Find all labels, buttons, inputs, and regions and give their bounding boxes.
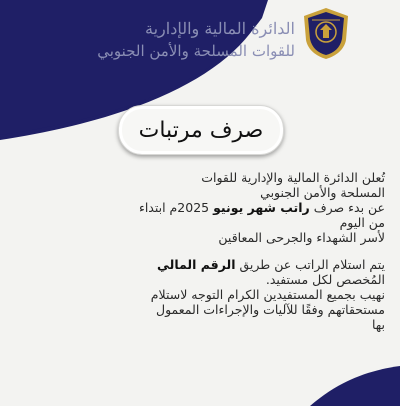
body-text: يتم استلام الراتب عن طريق	[239, 257, 385, 272]
emblem-logo	[300, 6, 352, 60]
body-line: نهيب بجميع المستفيدين الكرام التوجه لاستلام	[150, 287, 385, 302]
body-line	[115, 257, 385, 272]
body-line: بها	[371, 317, 385, 332]
body-line	[115, 200, 385, 215]
announcement-body	[115, 170, 385, 332]
organization-title-line1: الدائرة المالية والإدارية	[145, 19, 295, 38]
financial-number: الرقم المالي	[157, 257, 236, 272]
salary-month: راتب شهر يونيو	[213, 200, 310, 215]
body-line: تُعلن الدائرة المالية والإدارية للقوات	[201, 170, 385, 185]
organization-title-line2: للقوات المسلحة والأمن الجنوبي	[97, 42, 295, 60]
organization-title	[55, 18, 295, 62]
salary-payment-badge	[118, 105, 284, 155]
body-line: مستحقاتهم وفقًا للآليات والإجراءات المعمول	[156, 302, 385, 317]
badge-label: صرف مرتبات	[138, 117, 264, 143]
paragraph-gap	[115, 245, 385, 257]
body-text: 2025م ابتداء	[138, 200, 210, 215]
body-line: المُخصص لكل مستفيد.	[265, 272, 385, 287]
body-line: من اليوم	[339, 215, 385, 230]
body-text: عن بدء صرف	[313, 200, 385, 215]
body-line: لأسر الشهداء والجرحى المعاقين	[218, 230, 385, 245]
body-line: المسلحة والأمن الجنوبي	[260, 185, 385, 200]
